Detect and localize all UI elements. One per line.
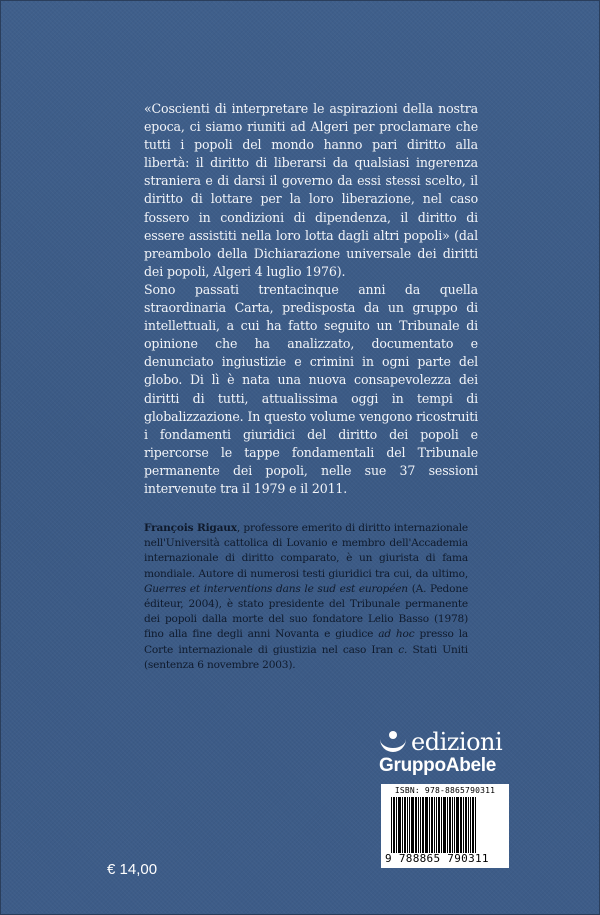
- publisher-name: GruppoAbele: [379, 755, 497, 776]
- author-name: François Rigaux: [144, 522, 237, 534]
- author-bio-paragraph: [144, 521, 468, 673]
- bio-text-1: , professore emerito di diritto internazionale nell'Università cattolica di Lovanio e membro dell'Accademia internazionale di diritto comparato, è un giurista di fama mondiale. Autore di numerosi testi giuridici tra cui, da ultimo,: [144, 522, 468, 580]
- bio-text-3: presso la Corte internazionale di giustizia nel caso Iran: [144, 628, 468, 656]
- bio-text-4: Stati Uniti (sentenza 6 novembre 2003).: [144, 643, 468, 671]
- isbn-label: ISBN: 978-8865790311: [394, 786, 496, 795]
- person-arc-logo-icon: [379, 730, 407, 754]
- barcode-bars-icon: [391, 797, 505, 853]
- blurb-text: [144, 100, 478, 498]
- bio-text-2: (A. Pedone éditeur, 2004), è stato presidente del Tribunale permanente dei popoli dalla morte del suo fondatore Lelio Basso (1978) fino alla fine degli anni Novanta e giudice: [144, 582, 469, 641]
- author-bio: [144, 521, 468, 673]
- price: € 14,00: [107, 861, 158, 878]
- blurb-description-paragraph: Sono passati trentacinque anni da quella straordinaria Carta, predisposta da un gruppo di intellettuali, a cui ha fatto seguito un Tribunale di opinione che ha analizzato, documentato e denunciato ingiustizie e crimini in ogni parte del globo. Di lì è nata una nuova consapevolezza dei diritti di tutti, attualissima oggi in tempi di globalizzazione. In questo volume vengono ricostruiti i fondamenti giuridici del diritto dei popoli e ripercorse le tappe fondamentali del Tribunale permanente dei popoli, nelle sue 37 sessioni intervenute tra il 1979 e il 2011.: [144, 281, 478, 496]
- ad-hoc: ad hoc: [378, 628, 415, 641]
- barcode-digits: 9 788865 790311: [385, 852, 489, 865]
- book-title: Guerres et interventions dans le sud est européen: [144, 582, 408, 595]
- blurb-quote-paragraph: «Coscienti di interpretare le aspirazioni della nostra epoca, ci siamo riuniti ad Algeri per proclamare che tutti i popoli del mondo hanno pari diritto alla libertà: il diritto di liberarsi da qualsiasi ingerenza straniera e di darsi il governo da essi stessi scelto, il diritto di lottare per la loro liberazione, nel caso fossero in condizioni di dipendenza, il diritto di essere assistiti nella loro lotta dagli altri popoli» (dal preambolo della Dichiarazione universale dei diritti dei popoli, Algeri 4 luglio 1976).: [144, 101, 478, 279]
- isbn-barcode: [381, 784, 509, 868]
- publisher-logo: [379, 728, 529, 777]
- contra-abbrev: c.: [398, 643, 408, 656]
- publisher-edizioni: edizioni: [411, 728, 503, 756]
